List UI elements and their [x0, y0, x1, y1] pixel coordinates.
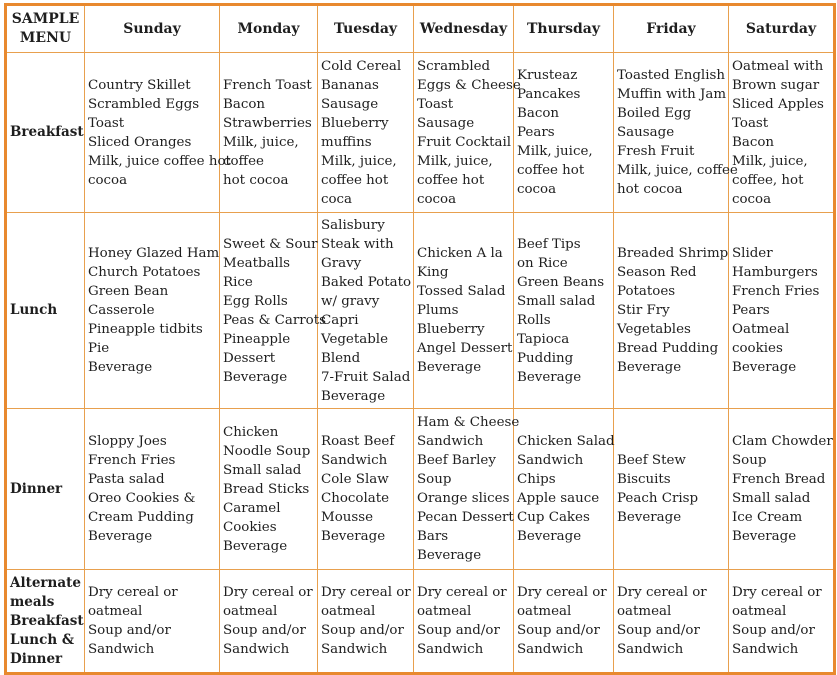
menu-item-line: coca — [321, 191, 353, 207]
sample-menu-table — [4, 3, 836, 675]
menu-item-line: Beverage — [517, 529, 582, 544]
menu-item-line: Pancakes — [517, 87, 581, 102]
menu-item-line: Capri — [321, 312, 359, 328]
menu-item-line: Slider — [732, 246, 773, 261]
menu-item-line: oatmeal — [732, 604, 787, 619]
menu-item-line: Beverage — [321, 388, 386, 404]
menu-cell-alternate-meals-thursday — [514, 570, 614, 674]
menu-item-line: Bacon — [732, 134, 775, 150]
menu-item-line: Ice Cream — [732, 510, 803, 525]
menu-item-line: Boiled Egg — [617, 106, 692, 121]
menu-cell-breakfast-friday — [614, 53, 738, 213]
menu-item-line: Breaded Shrimp — [617, 246, 729, 261]
menu-item-line: Soup and/or — [617, 623, 700, 638]
menu-item-line: Sandwich — [321, 453, 388, 468]
menu-item-line: Beverage — [417, 360, 482, 375]
menu-item-line: Soup — [732, 453, 767, 468]
menu-item-line: Toast — [88, 115, 125, 131]
menu-item-line: French Fries — [88, 453, 176, 468]
menu-item-line: Oatmeal with — [732, 58, 824, 74]
menu-item-line: Sliced Oranges — [88, 134, 192, 150]
menu-item-line: French Toast — [223, 77, 312, 93]
menu-item-line: Dessert — [223, 350, 276, 366]
day-header-wednesday: Wednesday — [414, 5, 514, 53]
menu-item-line: Bread Pudding — [617, 341, 719, 356]
menu-item-line: Sausage — [417, 115, 475, 131]
menu-item-line: Scrambled Eggs — [88, 96, 200, 112]
menu-item-line: Dry cereal or — [223, 585, 313, 600]
day-header-monday: Monday — [220, 5, 318, 53]
menu-cell-breakfast-thursday — [514, 53, 614, 213]
menu-item-line: Oatmeal — [732, 322, 790, 337]
row-label-line: Lunch — [10, 302, 58, 318]
menu-item-line: Peas & Carrots — [223, 312, 326, 328]
menu-corner-title — [6, 5, 85, 53]
menu-cell-dinner-sunday — [85, 409, 220, 570]
menu-item-line: Hamburgers — [732, 265, 818, 280]
menu-item-line: Orange slices — [417, 491, 510, 506]
menu-item-line: Pie — [88, 341, 110, 356]
menu-item-line: Eggs & Cheese — [417, 77, 521, 93]
menu-cell-lunch-thursday — [514, 213, 614, 409]
menu-item-line: Roast Beef — [321, 434, 395, 449]
menu-cell-breakfast-monday — [220, 53, 318, 213]
menu-cell-alternate-meals-saturday — [729, 570, 835, 674]
menu-item-line: cocoa — [88, 172, 128, 188]
menu-item-line: Sweet & Sour — [223, 236, 318, 252]
menu-item-line: Tapioca — [517, 331, 570, 347]
menu-item-line: Beverage — [617, 360, 682, 375]
menu-item-line: French Fries — [732, 284, 820, 299]
menu-item-line: Scrambled — [417, 58, 491, 74]
menu-item-line: Toast — [732, 115, 769, 131]
menu-item-line: Milk, juice, — [732, 153, 808, 169]
menu-item-line: Beef Stew — [617, 453, 686, 468]
menu-item-line: coffee — [223, 153, 264, 169]
menu-item-line: Pecan Dessert — [417, 510, 514, 525]
menu-item-line: Church Potatoes — [88, 265, 201, 280]
menu-item-line: Dry cereal or — [417, 585, 507, 600]
menu-item-line: Beverage — [732, 529, 797, 544]
menu-item-line: Pears — [517, 125, 555, 140]
row-label-dinner — [6, 409, 85, 570]
menu-item-line: Milk, juice coffee hot — [88, 153, 231, 169]
menu-cell-alternate-meals-sunday — [85, 570, 220, 674]
menu-item-line: oatmeal — [88, 604, 143, 619]
menu-item-line: Beverage — [617, 510, 682, 525]
menu-cell-dinner-tuesday — [318, 409, 414, 570]
menu-item-line: on Rice — [517, 255, 568, 271]
menu-item-line: Beef Barley — [417, 453, 496, 468]
menu-item-line: Sliced Apples — [732, 96, 824, 112]
menu-item-line: Small salad — [517, 293, 596, 309]
meal-row-breakfast — [6, 53, 835, 213]
menu-item-line: Honey Glazed Ham — [88, 246, 220, 261]
menu-item-line: Bananas — [321, 77, 379, 93]
menu-item-line: Dry cereal or — [88, 585, 178, 600]
menu-item-line: Dry cereal or — [617, 585, 707, 600]
menu-item-line: Pasta salad — [88, 472, 165, 487]
row-label-line: Breakfast — [10, 612, 84, 629]
menu-item-line: Noodle Soup — [223, 443, 311, 459]
menu-item-line: Milk, juice, — [321, 153, 397, 169]
menu-item-line: Sloppy Joes — [88, 434, 167, 449]
menu-item-line: Soup and/or — [417, 623, 500, 638]
menu-item-line: cocoa — [732, 191, 772, 207]
menu-item-line: Country Skillet — [88, 77, 191, 93]
menu-cell-dinner-wednesday — [414, 409, 520, 570]
menu-item-line: Fresh Fruit — [617, 144, 695, 159]
menu-item-line: Blend — [321, 350, 361, 366]
menu-item-line: Cookies — [223, 519, 277, 535]
menu-item-line: coffee hot — [417, 172, 485, 188]
menu-item-line: Pudding — [517, 350, 574, 366]
menu-cell-dinner-monday — [220, 409, 318, 570]
menu-item-line: Sandwich — [417, 642, 484, 657]
menu-item-line: coffee, hot — [732, 172, 804, 188]
menu-item-line: Fruit Cocktail — [417, 134, 512, 150]
menu-cell-lunch-tuesday — [318, 213, 414, 409]
menu-cell-lunch-monday — [220, 213, 326, 409]
menu-item-line: Krusteaz — [517, 68, 578, 83]
menu-item-line: Blueberry — [417, 322, 485, 337]
menu-cell-breakfast-wednesday — [414, 53, 521, 213]
menu-item-line: Beverage — [223, 538, 288, 554]
header-row — [6, 5, 835, 53]
row-label-lunch — [6, 213, 85, 409]
row-label-line: meals — [10, 593, 55, 610]
menu-item-line: Milk, juice, coffee — [617, 163, 738, 178]
menu-item-line: cocoa — [417, 191, 457, 207]
menu-item-line: 7-Fruit Salad — [321, 369, 411, 385]
menu-item-line: Potatoes — [617, 284, 676, 299]
menu-item-line: French Bread — [732, 472, 826, 487]
menu-item-line: Sandwich — [732, 642, 799, 657]
menu-item-line: Rolls — [517, 312, 551, 328]
menu-item-line: Pineapple — [223, 331, 291, 347]
menu-item-line: Season Red — [617, 265, 697, 280]
menu-item-line: Meatballs — [223, 255, 290, 271]
row-label-line: Dinner — [10, 480, 63, 497]
menu-cell-dinner-saturday — [729, 409, 835, 570]
menu-cell-dinner-friday — [614, 409, 729, 570]
menu-item-line: w/ gravy — [321, 293, 380, 309]
menu-item-line: Peach Crisp — [617, 491, 699, 506]
menu-item-line: Beverage — [88, 360, 153, 375]
row-label-line: Breakfast — [10, 124, 84, 140]
menu-item-line: Sandwich — [321, 642, 388, 657]
menu-item-line: Sandwich — [517, 642, 584, 657]
menu-item-line: Oreo Cookies & — [88, 491, 196, 506]
menu-item-line: Dry cereal or — [517, 585, 607, 600]
menu-item-line: Steak with — [321, 236, 394, 252]
menu-cell-dinner-thursday — [514, 409, 614, 570]
menu-item-line: Soup and/or — [223, 623, 306, 638]
menu-cell-alternate-meals-monday — [220, 570, 318, 674]
menu-item-line: Blueberry — [321, 115, 389, 131]
menu-item-line: Milk, juice, — [417, 153, 493, 169]
menu-item-line: cocoa — [517, 182, 557, 197]
menu-item-line: Rice — [223, 274, 253, 290]
menu-item-line: Beef Tips — [517, 236, 581, 252]
menu-cell-alternate-meals-wednesday — [414, 570, 514, 674]
menu-item-line: Mousse — [321, 510, 374, 525]
menu-item-line: coffee hot — [321, 172, 389, 188]
menu-item-line: Sausage — [617, 125, 675, 140]
menu-item-line: Green Beans — [517, 274, 605, 290]
menu-cell-breakfast-sunday — [85, 53, 231, 213]
menu-item-line: Pineapple tidbits — [88, 322, 203, 337]
menu-item-line: Stir Fry — [617, 303, 670, 318]
menu-item-line: Sandwich — [517, 453, 584, 468]
menu-item-line: Chicken A la — [417, 246, 503, 261]
menu-item-line: Soup and/or — [517, 623, 600, 638]
menu-cell-alternate-meals-friday — [614, 570, 729, 674]
menu-item-line: hot cocoa — [617, 182, 683, 197]
menu-item-line: Sandwich — [417, 434, 484, 449]
menu-item-line: Ham & Cheese — [417, 415, 520, 430]
meal-row-lunch — [6, 213, 835, 409]
menu-item-line: Plums — [417, 303, 459, 318]
menu-cell-lunch-wednesday — [414, 213, 514, 409]
menu-item-line: Cold Cereal — [321, 58, 402, 74]
menu-item-line: oatmeal — [321, 604, 376, 619]
day-header-sunday: Sunday — [85, 5, 220, 53]
menu-item-line: Soup — [417, 472, 452, 487]
menu-item-line: Sandwich — [88, 642, 155, 657]
menu-item-line: hot cocoa — [223, 172, 289, 188]
meal-row-alternate-meals — [6, 570, 835, 674]
menu-item-line: Beverage — [321, 529, 386, 544]
menu-item-line: Sandwich — [617, 642, 684, 657]
menu-item-line: Cole Slaw — [321, 472, 389, 487]
menu-item-line: Dry cereal or — [732, 585, 822, 600]
menu-item-line: Casserole — [88, 303, 155, 318]
menu-item-line: oatmeal — [517, 604, 572, 619]
menu-item-line: Small salad — [223, 462, 302, 478]
menu-item-line: Tossed Salad — [417, 284, 506, 299]
menu-item-line: Sausage — [321, 96, 379, 112]
menu-item-line: Chocolate — [321, 491, 390, 506]
menu-item-line: Egg Rolls — [223, 293, 288, 309]
row-label-breakfast — [6, 53, 85, 213]
menu-item-line: Sandwich — [223, 642, 290, 657]
menu-cell-breakfast-tuesday — [318, 53, 414, 213]
menu-item-line: Gravy — [321, 255, 362, 271]
menu-cell-lunch-sunday — [85, 213, 220, 409]
menu-item-line: muffins — [321, 134, 372, 150]
menu-item-line: oatmeal — [223, 604, 278, 619]
menu-item-line: Soup and/or — [88, 623, 171, 638]
menu-item-line: Bacon — [223, 96, 266, 112]
menu-item-line: Toasted English — [617, 68, 725, 83]
menu-item-line: Soup and/or — [321, 623, 404, 638]
day-header-saturday: Saturday — [729, 5, 835, 53]
menu-item-line: Cup Cakes — [517, 510, 590, 525]
menu-item-line: Vegetable — [321, 331, 389, 347]
menu-item-line: Beverage — [223, 369, 288, 385]
menu-item-line: Toast — [417, 96, 454, 112]
menu-item-line: Apple sauce — [517, 491, 600, 506]
menu-item-line: Brown sugar — [732, 77, 820, 93]
meal-row-dinner — [6, 409, 835, 570]
menu-item-line: Bread Sticks — [223, 481, 310, 497]
menu-item-line: Salisbury — [321, 217, 385, 233]
menu-item-line: Pears — [732, 303, 770, 318]
menu-item-line: Vegetables — [617, 322, 691, 337]
menu-item-line: Beverage — [732, 360, 797, 375]
menu-cell-lunch-saturday — [729, 213, 835, 409]
menu-item-line: Small salad — [732, 491, 811, 506]
menu-item-line: Bacon — [517, 106, 560, 121]
menu-item-line: Angel Dessert — [417, 341, 513, 356]
menu-item-line: Beverage — [417, 548, 482, 563]
menu-item-line: Muffin with Jam — [617, 87, 727, 102]
menu-item-line: Caramel — [223, 500, 281, 516]
menu-item-line: Cream Pudding — [88, 510, 194, 525]
menu-item-line: Soup and/or — [732, 623, 815, 638]
menu-cell-alternate-meals-tuesday — [318, 570, 414, 674]
menu-item-line: Milk, juice, — [223, 134, 299, 150]
menu-cell-breakfast-saturday — [729, 53, 835, 213]
menu-item-line: oatmeal — [417, 604, 472, 619]
menu-item-line: Beverage — [517, 369, 582, 385]
menu-item-line: cookies — [732, 341, 783, 356]
menu-item-line: coffee hot — [517, 163, 585, 178]
day-header-tuesday: Tuesday — [318, 5, 414, 53]
row-label-line: Dinner — [10, 650, 63, 667]
menu-item-line: Chips — [517, 472, 556, 487]
menu-item-line: Baked Potato — [321, 274, 412, 290]
day-header-friday: Friday — [614, 5, 729, 53]
menu-item-line: Strawberries — [223, 115, 312, 131]
menu-item-line: oatmeal — [617, 604, 672, 619]
menu-item-line: Bars — [417, 529, 449, 544]
menu-item-line: Green Bean — [88, 284, 169, 299]
menu-item-line: Biscuits — [617, 472, 671, 487]
row-label-alternate-meals — [6, 570, 85, 674]
menu-item-line: Dry cereal or — [321, 585, 411, 600]
menu-item-line: King — [417, 265, 449, 280]
menu-item-line: Clam Chowder — [732, 434, 833, 449]
corner-line: MENU — [19, 30, 72, 46]
menu-cell-lunch-friday — [614, 213, 729, 409]
row-label-line: Alternate — [10, 574, 81, 591]
row-label-line: Lunch & — [10, 631, 75, 648]
menu-item-line: Chicken — [223, 424, 279, 440]
day-header-thursday: Thursday — [514, 5, 614, 53]
corner-line: SAMPLE — [11, 11, 80, 27]
menu-item-line: Beverage — [88, 529, 153, 544]
menu-item-line: Chicken Salad — [517, 434, 615, 449]
menu-item-line: Milk, juice, — [517, 144, 593, 159]
